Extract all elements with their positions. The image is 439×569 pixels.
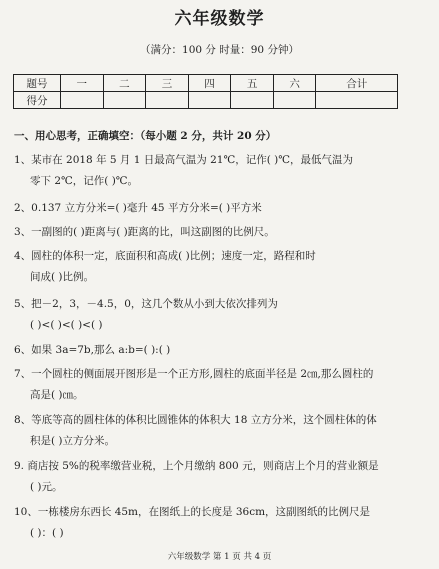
question-3 [14,222,429,243]
question-6 [14,340,429,361]
question-text-cont: 间成( )比例。 [30,271,95,283]
question-text: 9. 商店按 5%的税率缴营业税，上个月缴纳 800 元，则商店上个月的营业额是 [14,460,379,472]
question-text-cont: 积是( )立方分米。 [30,435,116,447]
question-text: 5、把－2，3，－4.5，0，这几个数从小到大依次排列为 [14,298,278,310]
score-blank [231,92,274,109]
question-text-cont: ( )：( ) [30,527,64,539]
score-blank [146,92,189,109]
score-cell-3: 三 [146,75,189,92]
question-5 [14,294,429,336]
question-9 [14,456,429,498]
score-table [13,74,398,109]
score-table-header-row [14,75,398,92]
question-1 [14,150,429,192]
score-cell-4: 四 [188,75,231,92]
score-cell-5: 五 [231,75,274,92]
score-blank [188,92,231,109]
score-row-label: 得分 [14,92,61,109]
question-text: 1、某市在 2018 年 5 月 1 日最高气温为 21℃，记作( )℃，最低气温为 [14,154,354,166]
question-text: 8、等底等高的圆柱体的体积比圆锥体的体积大 18 立方分米，这个圆柱体的体 [14,414,377,426]
score-cell-total: 合计 [316,75,398,92]
question-text-cont: ( )<( )<( )<( ) [30,319,103,331]
question-2 [14,198,429,219]
question-text-cont: 零下 2℃，记作( )℃。 [30,175,139,187]
question-text-cont: 高是( )㎝。 [30,389,84,401]
question-text: 7、一个圆柱的侧面展开图形是一个正方形,圆柱的底面半径是 2㎝,那么圆柱的 [14,368,374,380]
score-cell-2: 二 [103,75,146,92]
exam-info: （满分：100 分 时量：90 分钟） [140,44,299,56]
question-text: 6、如果 3a=7b,那么 a:b=( ):( ) [14,344,171,356]
score-blank [273,92,316,109]
question-text: 3、一副图的( )距离与( )距离的比，叫这副图的比例尺。 [14,226,275,238]
score-table-score-row [14,92,398,109]
question-text: 2、0.137 立方分米=( )毫升 45 平方分米=( )平方米 [14,202,262,214]
score-cell-6: 六 [273,75,316,92]
question-text-cont: ( )元。 [30,481,63,493]
page-title: 六年级数学 [174,9,265,29]
score-cell-label: 题号 [14,75,61,92]
question-7 [14,364,429,406]
page-footer: 六年级数学 第 1 页 共 4 页 [167,552,272,562]
score-blank [316,92,398,109]
score-blank [103,92,146,109]
question-8 [14,410,429,452]
score-blank [61,92,104,109]
section-heading: 一、用心思考，正确填空：（每小题 2 分，共计 20 分） [14,130,277,142]
question-text: 4、圆柱的体积一定，底面积和高成( )比例；速度一定，路程和时 [14,250,316,262]
question-10 [14,502,429,544]
question-text: 10、一栋楼房东西长 45m，在图纸上的长度是 36cm，这副图纸的比例尺是 [14,506,371,518]
question-4 [14,246,429,288]
score-cell-1: 一 [61,75,104,92]
